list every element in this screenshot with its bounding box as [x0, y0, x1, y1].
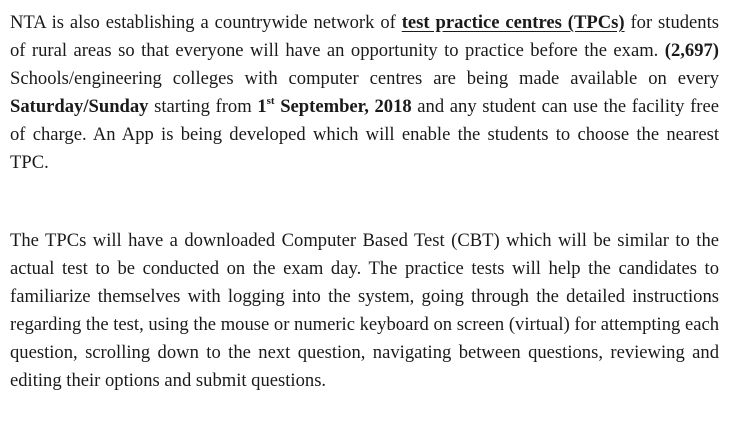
- date-month-year: September, 2018: [274, 96, 412, 117]
- date-ordinal: st: [266, 95, 275, 107]
- text-segment: starting from: [148, 96, 258, 117]
- text-segment: NTA is also establishing a countrywide network of: [10, 12, 402, 33]
- weekend-days: Saturday/Sunday: [10, 96, 149, 117]
- text-segment: Schools/engineering colleges with computer centres are being made available on every: [10, 68, 719, 89]
- start-date: [257, 96, 411, 117]
- text-segment: for students of rural areas so that everyone will have an opportunity to practice before the exam.: [10, 12, 719, 61]
- paragraph-cbt: The TPCs will have a downloaded Computer Based Test (CBT) which will be similar to the actual test to be conducted on the exam day. The practice tests will help the candidates to familiarize themselves with logging into the system, going through the detailed instructions regarding the test, using the mouse or numeric keyboard on screen (virtual) for attempting each question, scrolling down to the next question, navigating between questions, reviewing and editing their options and submit questions.: [10, 230, 719, 391]
- text-segment: and any student can use the facility free of charge. An App is being developed which will enable the students to choose the nearest TPC.: [10, 96, 719, 173]
- school-count: (2,697): [664, 40, 719, 61]
- tpc-highlight: test practice centres (TPCs): [401, 12, 625, 33]
- date-day: 1: [257, 96, 267, 117]
- document-body: [10, 9, 719, 395]
- paragraph-tpc-network: [10, 9, 719, 177]
